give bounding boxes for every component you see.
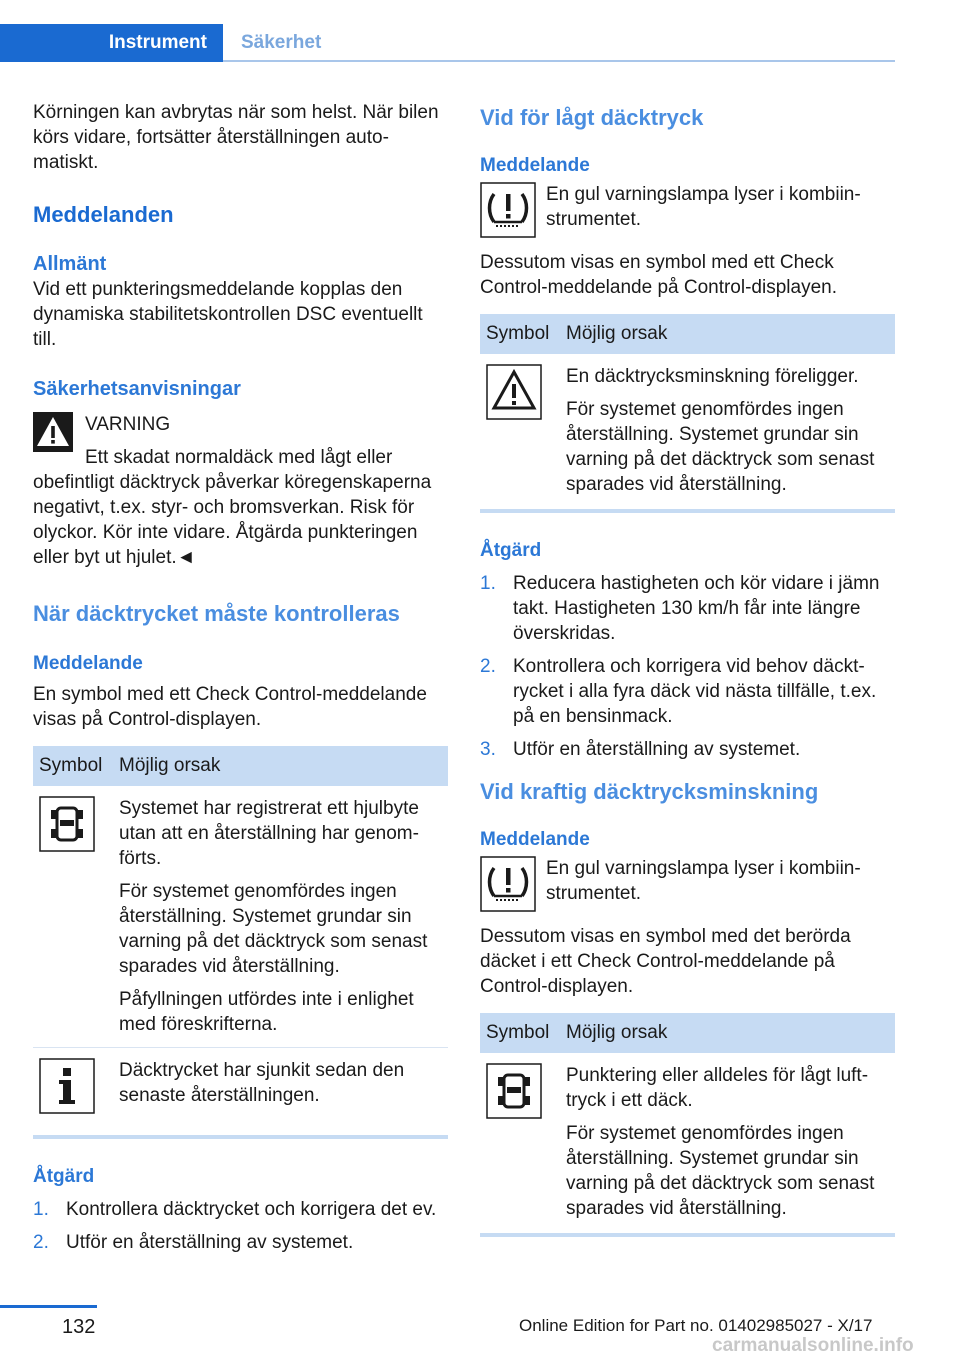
lamp-block	[480, 856, 895, 912]
heading-kraftig: Vid kraftig däcktrycksminskning	[480, 779, 819, 804]
warning-text: obefintligt däcktryck påverkar köregenskaperna negativt, t.ex. styr- och bromsverkan. Risk för olyckor. Kör inte vidare. Åtgärda punkteringen eller byt ut hjulet.◄	[33, 472, 432, 568]
intro-text: Körningen kan avbrytas när som helst. När bilen körs vidare, fortsätter återställningen automatiskt.	[33, 102, 439, 173]
step-number: 2.	[480, 656, 496, 677]
heading-meddelande: Meddelande	[33, 653, 143, 674]
tire-pressure-warning-icon	[480, 182, 536, 238]
table-row	[480, 354, 895, 511]
reason-text: Systemet har registrerat ett hjulbyte utan att en återställning har genomförts.	[119, 798, 419, 869]
header-tabs	[0, 0, 960, 62]
step-text: Utför en återställning av systemet.	[513, 739, 801, 760]
control-display-text: Dessutom visas en symbol med det berörda däcket i ett Check Control-meddelande på Control-displayen.	[480, 926, 851, 997]
table-row	[480, 1053, 895, 1235]
steps-list-left	[33, 1197, 448, 1255]
step-text: Kontrollera däcktrycket och korrigera det ev.	[66, 1199, 437, 1220]
heading-atgard: Åtgärd	[33, 1166, 95, 1187]
heading-sakerhetsanvisningar: Säkerhetsanvisningar	[33, 378, 241, 400]
col-orsak-header: Möjlig orsak	[560, 1013, 895, 1053]
col-symbol-header: Symbol	[480, 1013, 560, 1053]
footer-line	[0, 1305, 97, 1308]
reason-text: En däcktrycksminskning föreligger.	[566, 366, 859, 387]
warning-first-line: Ett skadat normaldäck med lågt eller	[85, 447, 393, 468]
right-column	[480, 100, 895, 1237]
table-row	[33, 1048, 448, 1138]
allmant-text: Vid ett punkteringsmeddelande kopplas den dynamiska stabilitetskontrollen DSC eventuellt till.	[33, 279, 423, 350]
symbol-table-right-2	[480, 1013, 895, 1237]
table-row	[33, 786, 448, 1048]
lamp-text: En gul varningslampa lyser i kombiinstrumentet.	[546, 858, 861, 904]
meddelande-text: En symbol med ett Check Control-meddelande visas på Control-displayen.	[33, 684, 427, 730]
reason-text: Påfyllningen utfördes inte i enlighet med föreskrifterna.	[119, 989, 414, 1035]
list-item	[33, 1230, 448, 1255]
heading-meddelande: Meddelande	[480, 155, 590, 176]
warning-triangle-icon	[33, 412, 73, 452]
warning-block	[33, 412, 448, 470]
col-symbol-header: Symbol	[480, 314, 560, 354]
warning-triangle-icon	[486, 364, 542, 420]
page-number: 132	[62, 1316, 96, 1338]
heading-kontrolleras: När däcktrycket måste kontrolleras	[33, 601, 400, 626]
tab-instrument[interactable]: Instrument	[0, 24, 223, 62]
lamp-text: En gul varningslampa lyser i kombiinstrumentet.	[546, 184, 861, 230]
warning-title: VARNING	[85, 414, 171, 435]
reason-text: Däcktrycket har sjunkit sedan den senaste återställningen.	[119, 1060, 405, 1106]
reason-text: För systemet genomfördes ingen återställning. Systemet grundar sin varning på det däcktryck som senast sparades vid återställning.	[566, 1123, 875, 1219]
tire-pressure-warning-icon	[480, 856, 536, 912]
reason-text: För systemet genomfördes ingen återställning. Systemet grundar sin varning på det däcktryck som senast sparades vid återställning.	[566, 399, 875, 495]
car-tire-icon	[486, 1063, 542, 1119]
col-orsak-header: Möjlig orsak	[113, 746, 448, 786]
col-symbol-header: Symbol	[33, 746, 113, 786]
car-tire-icon	[39, 796, 95, 852]
step-text: Reducera hastigheten och kör vidare i jämn takt. Hastigheten 130 km/h får inte längre överskridas.	[513, 573, 880, 644]
symbol-table-left	[33, 746, 448, 1139]
list-item	[33, 1197, 448, 1222]
step-text: Utför en återställning av systemet.	[66, 1232, 354, 1253]
heading-lagt-dacktryck: Vid för lågt däcktryck	[480, 105, 704, 130]
watermark: carmanualsonline.info	[712, 1335, 914, 1356]
reason-text: Punktering eller alldeles för lågt lufttryck i ett däck.	[566, 1065, 869, 1111]
symbol-table-right-1	[480, 314, 895, 513]
tab-sakerhet[interactable]: Säkerhet	[241, 32, 322, 53]
lamp-block	[480, 182, 895, 238]
step-text: Kontrollera och korrigera vid behov däcktrycket i alla fyra däck vid nästa tillfälle, t.ex. på en bensinmack.	[513, 656, 877, 727]
step-number: 3.	[480, 739, 496, 760]
heading-atgard: Åtgärd	[480, 540, 542, 561]
col-orsak-header: Möjlig orsak	[560, 314, 895, 354]
edition-text: Online Edition for Part no. 01402985027 - X/17	[519, 1316, 873, 1335]
list-item	[480, 571, 895, 646]
heading-meddelanden: Meddelanden	[33, 202, 174, 227]
reason-text: För systemet genomfördes ingen återställning. Systemet grundar sin varning på det däcktryck som senast sparades vid återställning.	[119, 881, 428, 977]
heading-meddelande: Meddelande	[480, 829, 590, 850]
step-number: 1.	[480, 573, 496, 594]
left-column	[33, 100, 448, 1263]
control-display-text: Dessutom visas en symbol med ett Check Control-meddelande på Control-displayen.	[480, 252, 837, 298]
info-icon	[39, 1058, 95, 1114]
list-item	[480, 737, 895, 762]
list-item	[480, 654, 895, 729]
steps-list-right	[480, 571, 895, 762]
step-number: 1.	[33, 1199, 49, 1220]
heading-allmant: Allmänt	[33, 253, 107, 275]
step-number: 2.	[33, 1232, 49, 1253]
tab-underline	[223, 60, 895, 62]
